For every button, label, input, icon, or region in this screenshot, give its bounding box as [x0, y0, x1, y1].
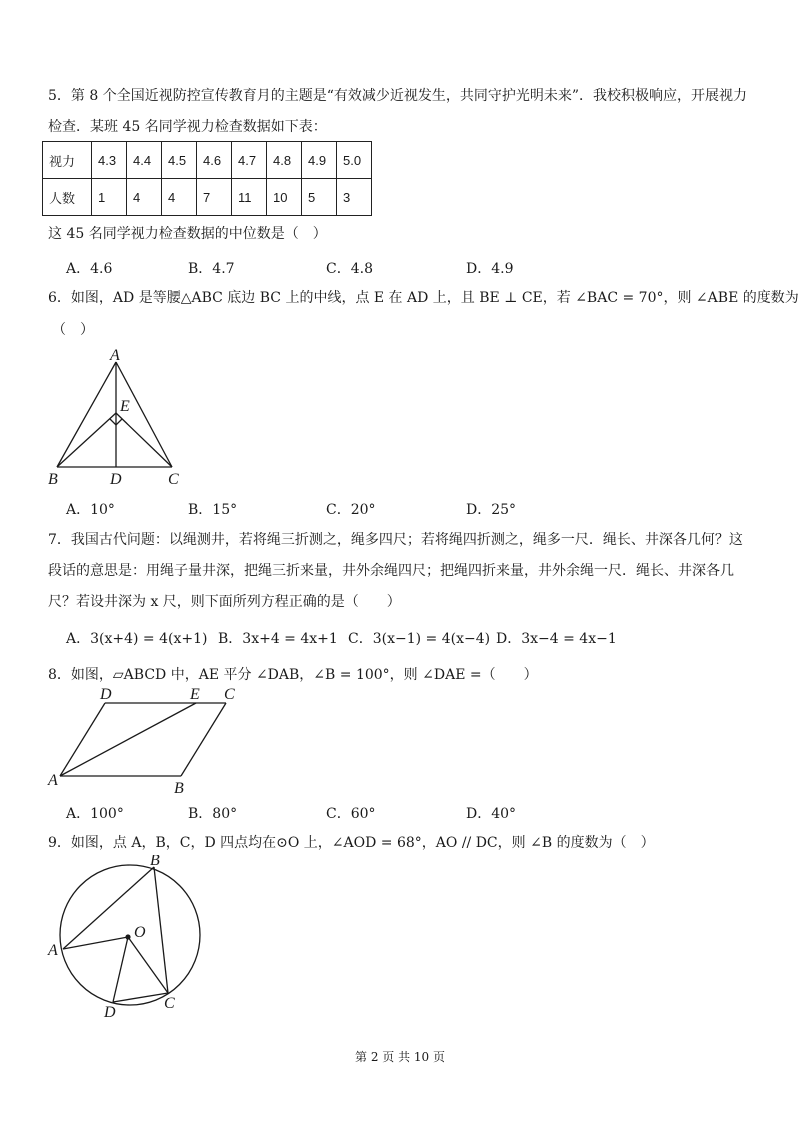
table-cell: 4	[162, 179, 197, 216]
table-cell: 人数	[43, 179, 92, 216]
q7-option-c[interactable]: C．3(x−1) = 4(x−4)	[348, 631, 491, 647]
chord-dc	[113, 993, 168, 1002]
table-cell: 10	[267, 179, 302, 216]
table-row	[43, 142, 372, 179]
q5-question: 这 45 名同学视力检查数据的中位数是（ ）	[48, 226, 327, 242]
label-d: D	[104, 1004, 116, 1021]
side-cb	[181, 703, 226, 776]
label-c: C	[224, 686, 235, 703]
circle-o	[60, 865, 200, 1005]
table-cell: 视力	[43, 142, 92, 179]
q7-line1: 7．我国古代问题：以绳测井，若将绳三折测之，绳多四尺；若将绳四折测之，绳多一尺．绳长、井深各几何？这	[48, 532, 743, 548]
side-ab	[57, 362, 116, 467]
q6-option-b[interactable]: B．15°	[188, 502, 238, 518]
label-c: C	[168, 471, 179, 488]
q5-option-d[interactable]: D．4.9	[466, 261, 514, 277]
radius-od	[113, 937, 128, 1002]
q6-line2: （ ）	[52, 322, 94, 338]
radius-ao	[63, 937, 128, 949]
q5-option-a[interactable]: A．4.6	[66, 261, 113, 277]
q8-option-c[interactable]: C．60°	[326, 806, 376, 822]
q7-line3: 尺？若设井深为 x 尺，则下面所列方程正确的是（ ）	[48, 594, 401, 610]
label-c: C	[164, 995, 175, 1012]
q8-line1: 8．如图，▱ABCD 中，AE 平分 ∠DAB，∠B = 100°，则 ∠DAE =（ ）	[48, 667, 538, 683]
table-cell: 3	[337, 179, 372, 216]
table-cell: 4.7	[232, 142, 267, 179]
label-a: A	[110, 347, 120, 364]
q6-option-d[interactable]: D．25°	[466, 502, 517, 518]
segment-ce	[116, 413, 172, 467]
q5-option-b[interactable]: B．4.7	[188, 261, 235, 277]
table-row	[43, 179, 372, 216]
q7-option-d[interactable]: D．3x−4 = 4x−1	[496, 631, 617, 647]
label-b: B	[174, 780, 184, 797]
table-cell: 4.6	[197, 142, 232, 179]
q6-line1: 6．如图，AD 是等腰△ABC 底边 BC 上的中线，点 E 在 AD 上，且 BE ⊥ CE，若 ∠BAC = 70°，则 ∠ABE 的度数为	[48, 290, 799, 306]
table-cell: 4.9	[302, 142, 337, 179]
vision-table	[42, 141, 372, 216]
label-d: D	[110, 471, 122, 488]
table-cell: 4.3	[92, 142, 127, 179]
side-ad	[60, 703, 105, 776]
page-footer: 第 2 页 共 10 页	[355, 1050, 445, 1064]
table-cell: 4	[127, 179, 162, 216]
label-d: D	[100, 686, 112, 703]
table-cell: 4.8	[267, 142, 302, 179]
label-b: B	[48, 471, 58, 488]
table-cell: 4.4	[127, 142, 162, 179]
q6-triangle-figure	[40, 345, 200, 490]
q7-option-b[interactable]: B．3x+4 = 4x+1	[218, 631, 338, 647]
q7-option-a[interactable]: A．3(x+4) = 4(x+1)	[66, 631, 208, 647]
table-cell: 5.0	[337, 142, 372, 179]
q8-parallelogram-figure	[40, 685, 260, 797]
label-a: A	[48, 942, 58, 959]
chord-bc	[154, 867, 168, 993]
q8-option-d[interactable]: D．40°	[466, 806, 517, 822]
q6-option-c[interactable]: C．20°	[326, 502, 376, 518]
q9-line1: 9．如图，点 A，B，C，D 四点均在⊙O 上，∠AOD = 68°，AO // DC，则 ∠B 的度数为（ ）	[48, 835, 655, 851]
label-o: O	[134, 924, 146, 941]
segment-be	[57, 413, 116, 467]
q8-option-a[interactable]: A．100°	[66, 806, 124, 822]
q5-line1: 5．第 8 个全国近视防控宣传教育月的主题是“有效减少近视发生，共同守护光明未来”．我校积极响应，开展视力	[48, 88, 748, 104]
q5-option-c[interactable]: C．4.8	[326, 261, 373, 277]
q6-option-a[interactable]: A．10°	[66, 502, 115, 518]
label-e: E	[190, 686, 200, 703]
center-point	[125, 934, 130, 939]
table-cell: 5	[302, 179, 337, 216]
label-e: E	[120, 398, 130, 415]
label-a: A	[48, 772, 58, 789]
q7-line2: 段话的意思是：用绳子量井深，把绳三折来量，井外余绳四尺；把绳四折来量，井外余绳一尺．绳长、井深各几	[48, 563, 734, 579]
q8-option-b[interactable]: B．80°	[188, 806, 238, 822]
bisector-ae	[60, 703, 196, 776]
q5-line2: 检查．某班 45 名同学视力检查数据如下表：	[48, 119, 327, 135]
table-cell: 11	[232, 179, 267, 216]
table-cell: 1	[92, 179, 127, 216]
label-b: B	[150, 855, 160, 869]
q9-circle-figure	[40, 855, 215, 1025]
table-cell: 4.5	[162, 142, 197, 179]
radius-oc	[128, 937, 168, 993]
table-cell: 7	[197, 179, 232, 216]
